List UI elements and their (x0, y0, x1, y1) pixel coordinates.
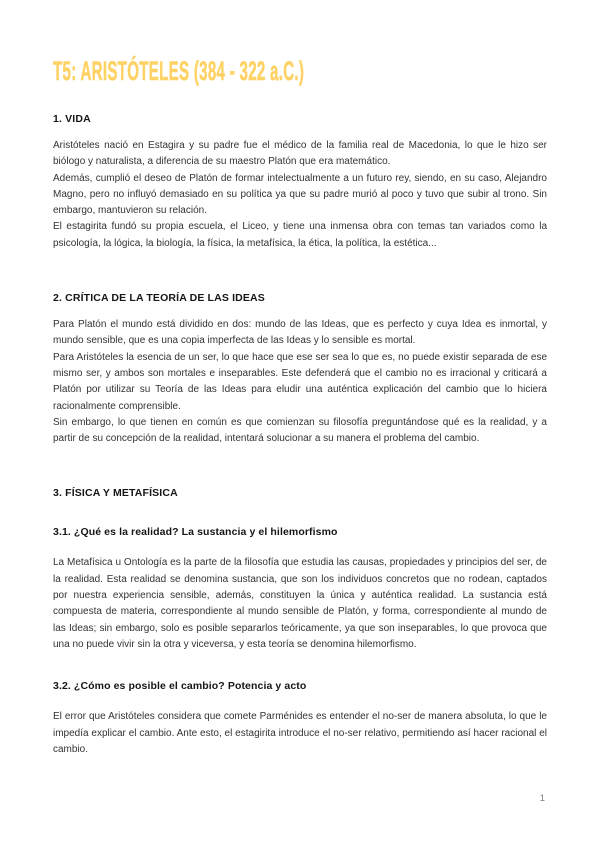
page-title (53, 55, 547, 86)
paragraph: El error que Aristóteles considera que comete Parménides es entender el no-ser de manera absoluta, lo que le impedía explicar el cambio. Ante esto, el estagirita introduce el no-ser relativo, permitiendo así hacer racional el cambio. (53, 711, 547, 755)
paragraph: La Metafísica u Ontología es la parte de la filosofía que estudia las causas, propiedades y principios del ser, de la realidad. Esta realidad se denomina sustancia, que son los individuos concretos que no rodean, captados por nuestra experiencia sensible, además, constituyen la única y auténtica realidad. La sustancia está compuesta de materia, correspondiente al mundo sensible de Platón, y forma, correspondiente al mundo de las Ideas; sin embargo, solo es posible separarlos teóricamente, ya que son inseparables, lo que provoca que una no puede vivir sin la otra y viceversa, y esta teoría se denomina hilemorfismo. (53, 557, 547, 650)
section-heading: 2. CRÍTICA DE LA TEORÍA DE LAS IDEAS (53, 292, 265, 305)
page-number: 1 (539, 793, 545, 804)
section-fisica-metafisica (53, 487, 547, 758)
subsection-realidad-sustancia (53, 526, 547, 653)
section-heading: 3. FÍSICA Y METAFÍSICA (53, 487, 178, 500)
subsection-cambio-potencia-acto (53, 680, 547, 758)
paragraph: Sin embargo, lo que tienen en común es que comienzan su filosofía preguntándose qué es la realidad, y a partir de su concepción de la realidad, intentará solucionar a su manera el problema del cambio. (53, 416, 547, 445)
section-critica-teoria-ideas (53, 292, 547, 447)
paragraph: Aristóteles nació en Estagira y su padre fue el médico de la familia real de Macedonia, lo que le hizo ser biólogo y naturalista, a diferencia de su maestro Platón que era matemático. (53, 140, 547, 168)
subsection-heading: 3.2. ¿Cómo es posible el cambio? Potencia y acto (53, 680, 307, 693)
section-heading: 1. VIDA (53, 113, 91, 125)
section-vida (53, 113, 547, 252)
paragraph: Para Aristóteles la esencia de un ser, lo que hace que ese ser sea lo que es, no puede existir separada de ese mismo ser, y ambos son mortales e inseparables. Este defenderá que el cambio no es irracional y criticará a Platón por utilizar su Teoría de las Ideas para eludir una auténtica explicación del cambio que lo hiciera racionalmente comprensible. (53, 351, 547, 412)
paragraph: El estagirita fundó su propia escuela, el Liceo, y tiene una inmensa obra con temas tan variados como la psicología, la lógica, la biología, la física, la metafísica, la ética, la política, la estética... (53, 221, 547, 249)
paragraph: Para Platón el mundo está dividido en dos: mundo de las Ideas, que es perfecto y cuya Idea es inmortal, y mundo sensible, que es una copia imperfecta de las Ideas y lo sensible es mortal. (53, 319, 547, 347)
page-title-text: T5: ARISTÓTELES (384 - 322 a.C.) (53, 56, 305, 86)
paragraph: Además, cumplió el deseo de Platón de formar intelectualmente a un futuro rey, siendo, en su caso, Alejandro Magno, pero no influyó demasiado en su política ya que su padre murió al poco y tuvo que subir al trono. Sin embargo, mantuvieron su relación. (53, 172, 547, 217)
subsection-heading: 3.1. ¿Qué es la realidad? La sustancia y el hilemorfismo (53, 526, 338, 539)
